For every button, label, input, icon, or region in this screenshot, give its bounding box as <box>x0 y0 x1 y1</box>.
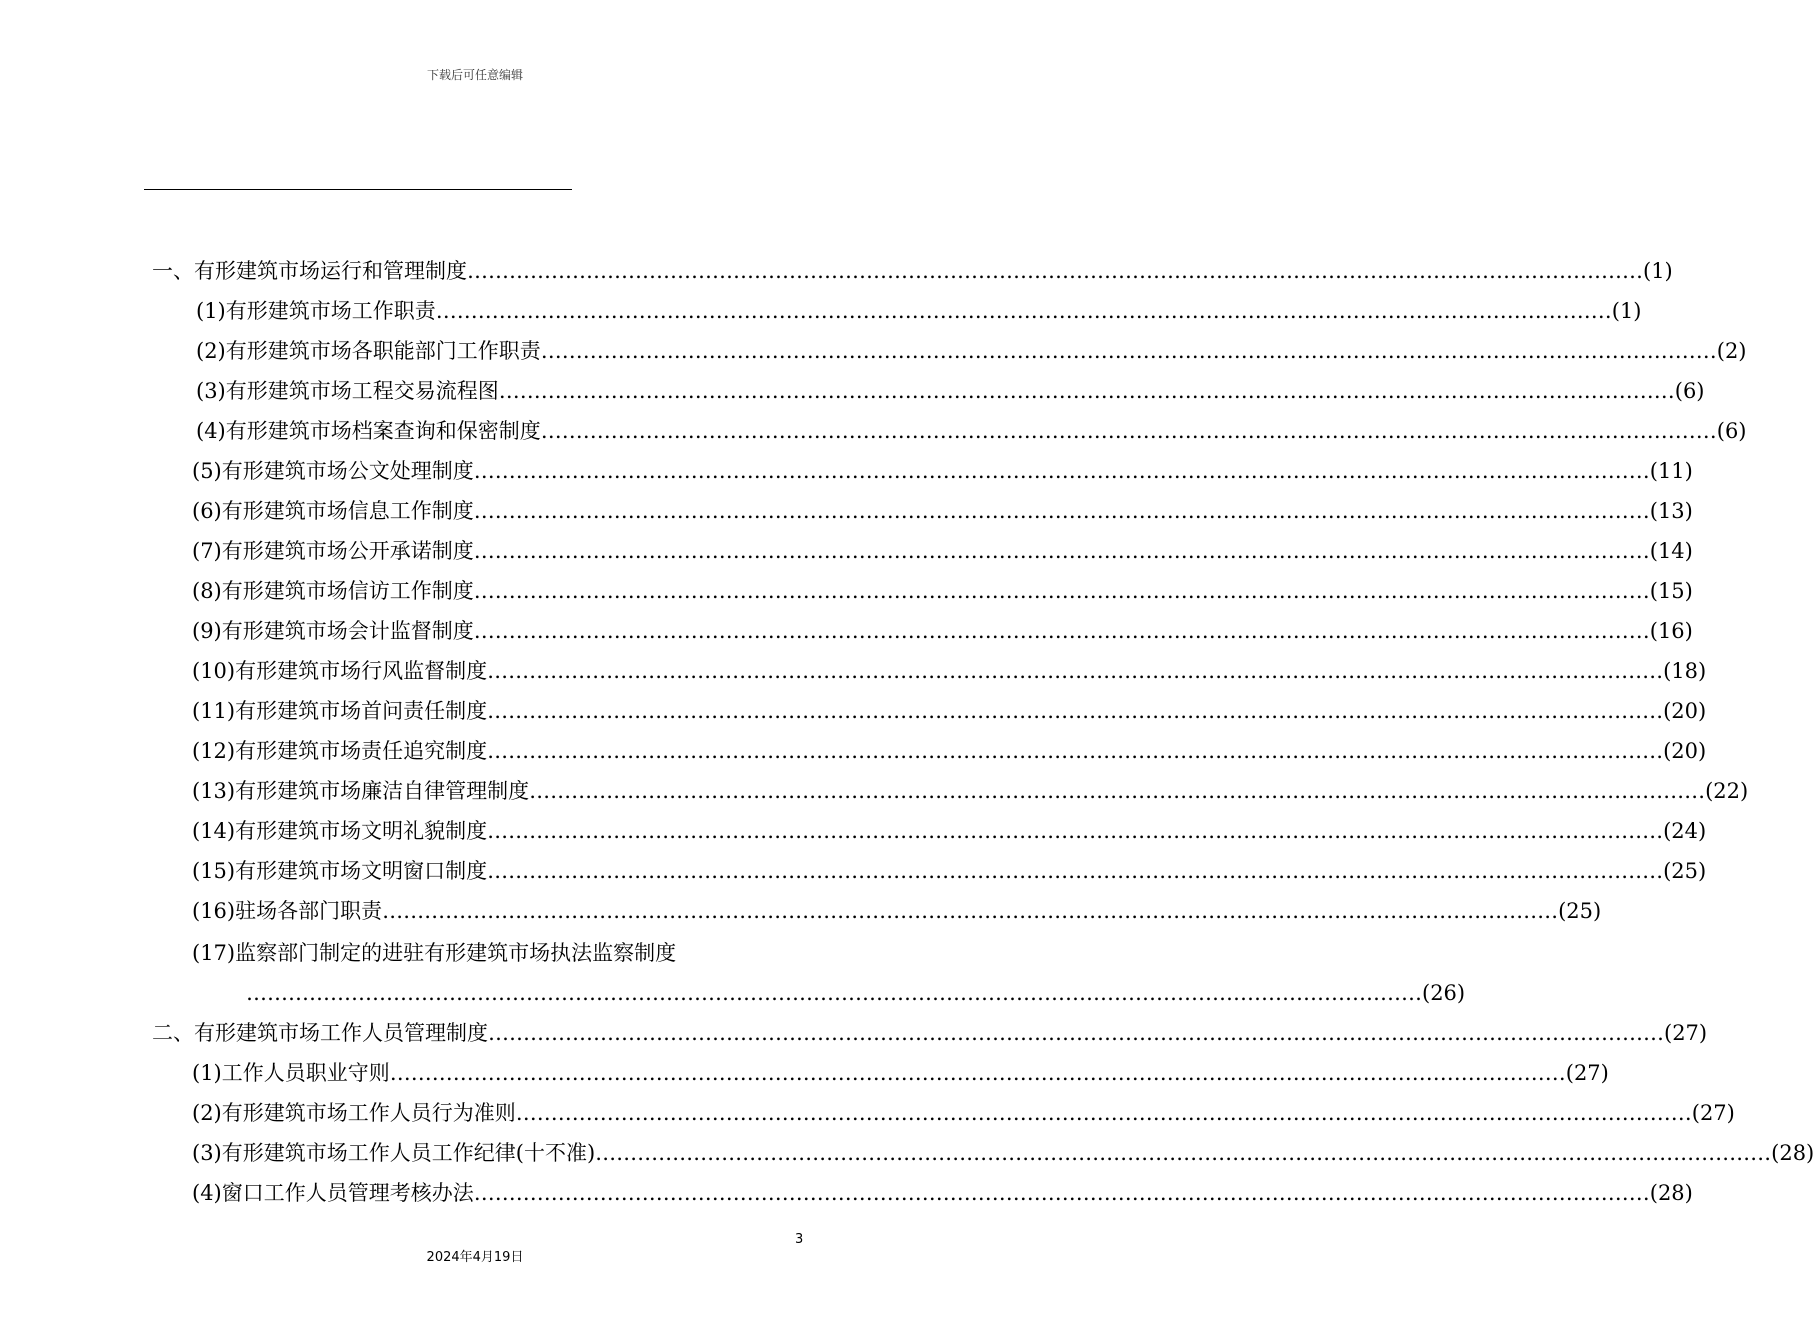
toc-leader: …………………………………………………………………………………………………………………………………………………… <box>473 499 1650 523</box>
toc-entry-label: (2)有形建筑市场各职能部门工作职责 <box>196 339 541 363</box>
toc-entry-label: (10)有形建筑市场行风监督制度 <box>192 659 488 683</box>
toc-leader: …………………………………………………………………………………………………………………………………………………… <box>473 539 1650 563</box>
toc-entry-label: (1)有形建筑市场工作职责 <box>196 299 436 323</box>
toc-entry[interactable] <box>192 1178 1693 1208</box>
toc-leader: …………………………………………………………………………………………………………………………………………………… <box>389 1061 1566 1085</box>
toc-entry-page: (24) <box>1663 819 1707 843</box>
toc-leader: …………………………………………………………………………………………………………………………………………………… <box>487 659 1664 683</box>
toc-leader: …………………………………………………………………………………………………………………………………………………… <box>487 739 1664 763</box>
toc-leader: …………………………………………………………………………………………………………………………………………………… <box>540 339 1717 363</box>
toc-entry-page: (28) <box>1771 1141 1814 1165</box>
toc-leader: …………………………………………………………………………………………………………………………………………………… <box>473 1181 1650 1205</box>
toc-entry-page: (25) <box>1558 899 1602 923</box>
toc-entry-continuation <box>246 978 1466 1008</box>
toc-entry[interactable] <box>192 856 1707 886</box>
toc-entry[interactable] <box>192 536 1693 566</box>
toc-entry-label: (13)有形建筑市场廉洁自律管理制度 <box>192 779 530 803</box>
toc-entry-page: (2) <box>1716 339 1747 363</box>
toc-entry[interactable] <box>192 496 1693 526</box>
toc-entry-label: (14)有形建筑市场文明礼貌制度 <box>192 819 488 843</box>
toc-entry[interactable] <box>196 296 1642 326</box>
toc-leader: …………………………………………………………………………………………………………………………………………………… <box>473 579 1650 603</box>
toc-leader: …………………………………………………………………………………………………………………………………………………… <box>515 1101 1692 1125</box>
toc-entry[interactable] <box>192 896 1602 926</box>
toc-entry-label: 二、有形建筑市场工作人员管理制度 <box>152 1021 488 1045</box>
toc-entry-label: (2)有形建筑市场工作人员行为准则 <box>192 1101 516 1125</box>
toc-leader: …………………………………………………………………………………………………………………………………………………… <box>435 299 1612 323</box>
toc-leader: …………………………………………………………………………………………………………………………………………………… <box>473 619 1650 643</box>
toc-entry[interactable] <box>192 456 1693 486</box>
toc-leader: …………………………………………………………………………………………………………………………………………………… <box>540 419 1717 443</box>
toc-entry-page: (6) <box>1674 379 1705 403</box>
toc-entry-page: (14) <box>1649 539 1693 563</box>
header-rule <box>144 189 572 190</box>
toc-leader: …………………………………………………………………………………………………………………………………………………… <box>595 1141 1772 1165</box>
page-number: 3 <box>795 1232 804 1247</box>
toc-entry-label: 一、有形建筑市场运行和管理制度 <box>152 259 467 283</box>
toc-leader: …………………………………………………………………………………………………………………………………………………… <box>467 259 1643 283</box>
toc-entry-page: (26) <box>1422 981 1466 1005</box>
toc-entry[interactable] <box>152 1018 1708 1048</box>
toc-entry-label: (3)有形建筑市场工作人员工作纪律(十不准) <box>192 1141 596 1165</box>
toc-entry[interactable] <box>192 576 1693 606</box>
toc-entry-page: (1) <box>1611 299 1642 323</box>
toc-entry[interactable] <box>192 1138 1814 1168</box>
toc-entry-label: (8)有形建筑市场信访工作制度 <box>192 579 474 603</box>
toc-entry[interactable] <box>192 938 766 968</box>
toc-entry-page: (27) <box>1565 1061 1609 1085</box>
toc-entry-label: (3)有形建筑市场工程交易流程图 <box>196 379 499 403</box>
toc-entry-page: (6) <box>1716 419 1747 443</box>
toc-entry[interactable] <box>192 1058 1609 1088</box>
toc-entry-label: (7)有形建筑市场公开承诺制度 <box>192 539 474 563</box>
toc-entry-label: (5)有形建筑市场公文处理制度 <box>192 459 474 483</box>
toc-entry-page: (27) <box>1664 1021 1708 1045</box>
toc-entry-page: (1) <box>1643 259 1673 283</box>
toc-entry-page: (28) <box>1649 1181 1693 1205</box>
toc-entry-label: (4)有形建筑市场档案查询和保密制度 <box>196 419 541 443</box>
toc-leader: …………………………………………………………………………………………………………………………………………………… <box>473 459 1650 483</box>
toc-entry-label: (6)有形建筑市场信息工作制度 <box>192 499 474 523</box>
toc-leader: …………………………………………………………………………………………………………………………………………………… <box>488 1021 1664 1045</box>
toc-entry-page: (18) <box>1663 659 1707 683</box>
toc-leader: …………………………………………………………………………………………………………………………………………………… <box>382 899 1559 923</box>
toc-entry[interactable] <box>192 1098 1735 1128</box>
toc-entry-page: (25) <box>1663 859 1707 883</box>
toc-entry-page: (13) <box>1649 499 1693 523</box>
toc-leader: …………………………………………………………………………………………………………………………………………………… <box>529 779 1706 803</box>
toc-entry[interactable] <box>192 776 1749 806</box>
toc-leader: …………………………………………………………………………………………………………………………………………………… <box>246 981 1422 1005</box>
page-header: 下载后可任意编辑 <box>426 68 523 82</box>
toc-leader: …………………………………………………………………………………………………………………………………………………… <box>487 819 1664 843</box>
toc-entry[interactable] <box>196 376 1705 406</box>
toc-entry-page: (16) <box>1649 619 1693 643</box>
toc-entry[interactable] <box>192 736 1707 766</box>
toc-entry-label: (1)工作人员职业守则 <box>192 1061 390 1085</box>
toc-entry-label: (17)监察部门制定的进驻有形建筑市场执法监察制度 <box>192 941 677 965</box>
toc-leader: …………………………………………………………………………………………………………………………………………………… <box>487 699 1664 723</box>
toc-entry[interactable] <box>196 336 1747 366</box>
toc-entry-label: (11)有形建筑市场首问责任制度 <box>192 699 488 723</box>
toc-entry[interactable] <box>192 696 1707 726</box>
toc-entry[interactable] <box>196 416 1747 446</box>
toc-entry-label: (16)驻场各部门职责 <box>192 899 383 923</box>
toc-entry-page: (27) <box>1691 1101 1735 1125</box>
toc-entry-page: (11) <box>1649 459 1693 483</box>
toc-entry-page: (20) <box>1663 739 1707 763</box>
toc-leader: …………………………………………………………………………………………………………………………………………………… <box>498 379 1675 403</box>
toc-leader: …………………………………………………………………………………………………………………………………………………… <box>487 859 1664 883</box>
toc-entry-page: (15) <box>1649 579 1693 603</box>
toc-entry-label: (9)有形建筑市场会计监督制度 <box>192 619 474 643</box>
toc-entry[interactable] <box>192 656 1707 686</box>
toc-entry[interactable] <box>152 256 1673 286</box>
toc-entry-label: (12)有形建筑市场责任追究制度 <box>192 739 488 763</box>
toc-entry-page: (22) <box>1705 779 1749 803</box>
toc-entry-page: (20) <box>1663 699 1707 723</box>
toc-entry-label: (15)有形建筑市场文明窗口制度 <box>192 859 488 883</box>
toc-entry-label: (4)窗口工作人员管理考核办法 <box>192 1181 474 1205</box>
page-footer-date: 2024年4月19日 <box>426 1250 524 1265</box>
toc-entry[interactable] <box>192 616 1693 646</box>
toc-entry[interactable] <box>192 816 1707 846</box>
